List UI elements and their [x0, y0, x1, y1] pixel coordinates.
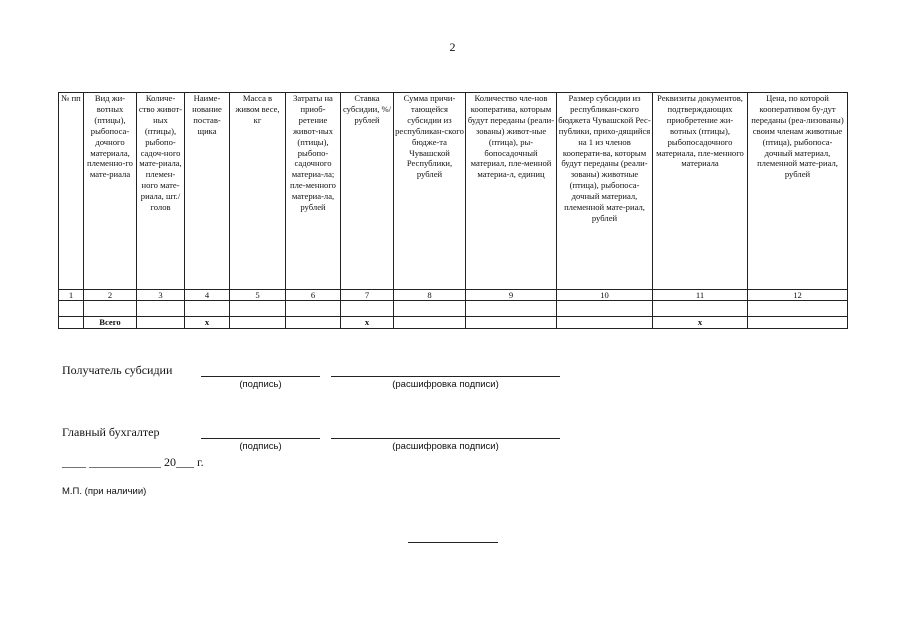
- recipient-decode-line: [331, 376, 560, 377]
- header-cell: Цена, по которой кооперативом бу-дут переданы (реа-лизованы) своим членам животные (птица), рыбопоса-дочный материал, племенной мате-риал, рублей: [748, 93, 848, 290]
- column-number: 4: [185, 290, 230, 301]
- table-cell: [557, 301, 653, 317]
- subsidy-table: [58, 92, 848, 329]
- table-cell: [59, 301, 84, 317]
- header-cell: № пп: [59, 93, 84, 290]
- header-cell: Масса в живом весе, кг: [230, 93, 286, 290]
- header-cell: Размер субсидии из республикан-ского бюджета Чувашской Рес-публики, прихо-дящийся на 1 из членов кооперати-ва, которым будут переданы (реали-зованы) животные (птица), рыбопоса-дочный материал, племенной мате-риал, рублей: [557, 93, 653, 290]
- header-cell: Сумма причи-тающейся субсидии из республикан-ского бюдже-та Чувашской Республики, рублей: [394, 93, 466, 290]
- header-cell: Количество чле-нов кооператива, которым будут переданы (реали-зованы) живот-ные (птица), ры-бопосадочный материал, пле-менной материа-л, единиц: [466, 93, 557, 290]
- table-row: [59, 301, 848, 317]
- table-cell: [185, 301, 230, 317]
- total-cell: x: [653, 317, 748, 329]
- table-cell: [748, 301, 848, 317]
- total-row: [59, 317, 848, 329]
- header-cell: Реквизиты документов, подтверждающих приобретение жи-вотных (птицы), рыбопосадочного материала, пле-менного материала: [653, 93, 748, 290]
- recipient-decode-caption: (расшифровка подписи): [392, 379, 499, 390]
- column-number: 12: [748, 290, 848, 301]
- table-cell: [230, 301, 286, 317]
- column-number: 8: [394, 290, 466, 301]
- recipient-signature-line: [201, 376, 320, 377]
- total-label: Всего: [84, 317, 137, 329]
- accountant-sign-caption: (подпись): [239, 441, 282, 452]
- total-cell: x: [341, 317, 394, 329]
- header-cell: Затраты на приоб-ретение живот-ных (птицы), рыбопо-садочного материа-ла; пле-менного материа-ла, рублей: [286, 93, 341, 290]
- table-cell: [84, 301, 137, 317]
- column-number: 6: [286, 290, 341, 301]
- recipient-sign-caption: (подпись): [239, 379, 282, 390]
- total-cell: [137, 317, 185, 329]
- table-cell: [466, 301, 557, 317]
- header-cell: Наиме-нование постав-щика: [185, 93, 230, 290]
- page-number: 2: [449, 40, 456, 54]
- table-cell: [394, 301, 466, 317]
- table-header-row: [59, 93, 848, 290]
- column-number: 9: [466, 290, 557, 301]
- column-number: 3: [137, 290, 185, 301]
- accountant-signature-line: [201, 438, 320, 439]
- total-cell: [557, 317, 653, 329]
- footer-rule: [408, 542, 498, 543]
- accountant-decode-line: [331, 438, 560, 439]
- recipient-label: Получатель субсидии: [62, 363, 173, 377]
- table-cell: [341, 301, 394, 317]
- total-cell: [286, 317, 341, 329]
- column-number: 7: [341, 290, 394, 301]
- date-line: ____ ____________ 20___ г.: [62, 455, 204, 469]
- column-number: 1: [59, 290, 84, 301]
- accountant-decode-caption: (расшифровка подписи): [392, 441, 499, 452]
- column-number: 10: [557, 290, 653, 301]
- header-cell: Вид жи-вотных (птицы), рыбопоса-дочного материала, племенно-го мате-риала: [84, 93, 137, 290]
- chief-accountant-label: Главный бухгалтер: [62, 425, 160, 439]
- table-cell: [137, 301, 185, 317]
- header-cell: Ставка субсидии, %/ рублей: [341, 93, 394, 290]
- table-cell: [653, 301, 748, 317]
- stamp-note: М.П. (при наличии): [62, 486, 147, 497]
- total-cell: [748, 317, 848, 329]
- column-number-row: [59, 290, 848, 301]
- total-cell: [466, 317, 557, 329]
- column-number: 2: [84, 290, 137, 301]
- total-cell: x: [185, 317, 230, 329]
- total-cell: [394, 317, 466, 329]
- total-cell: [59, 317, 84, 329]
- table-cell: [286, 301, 341, 317]
- column-number: 11: [653, 290, 748, 301]
- total-cell: [230, 317, 286, 329]
- column-number: 5: [230, 290, 286, 301]
- header-cell: Количе-ство живот-ных (птицы), рыбопо-садоч-ного мате-риала, племен-ного мате-риала, шт./ голов: [137, 93, 185, 290]
